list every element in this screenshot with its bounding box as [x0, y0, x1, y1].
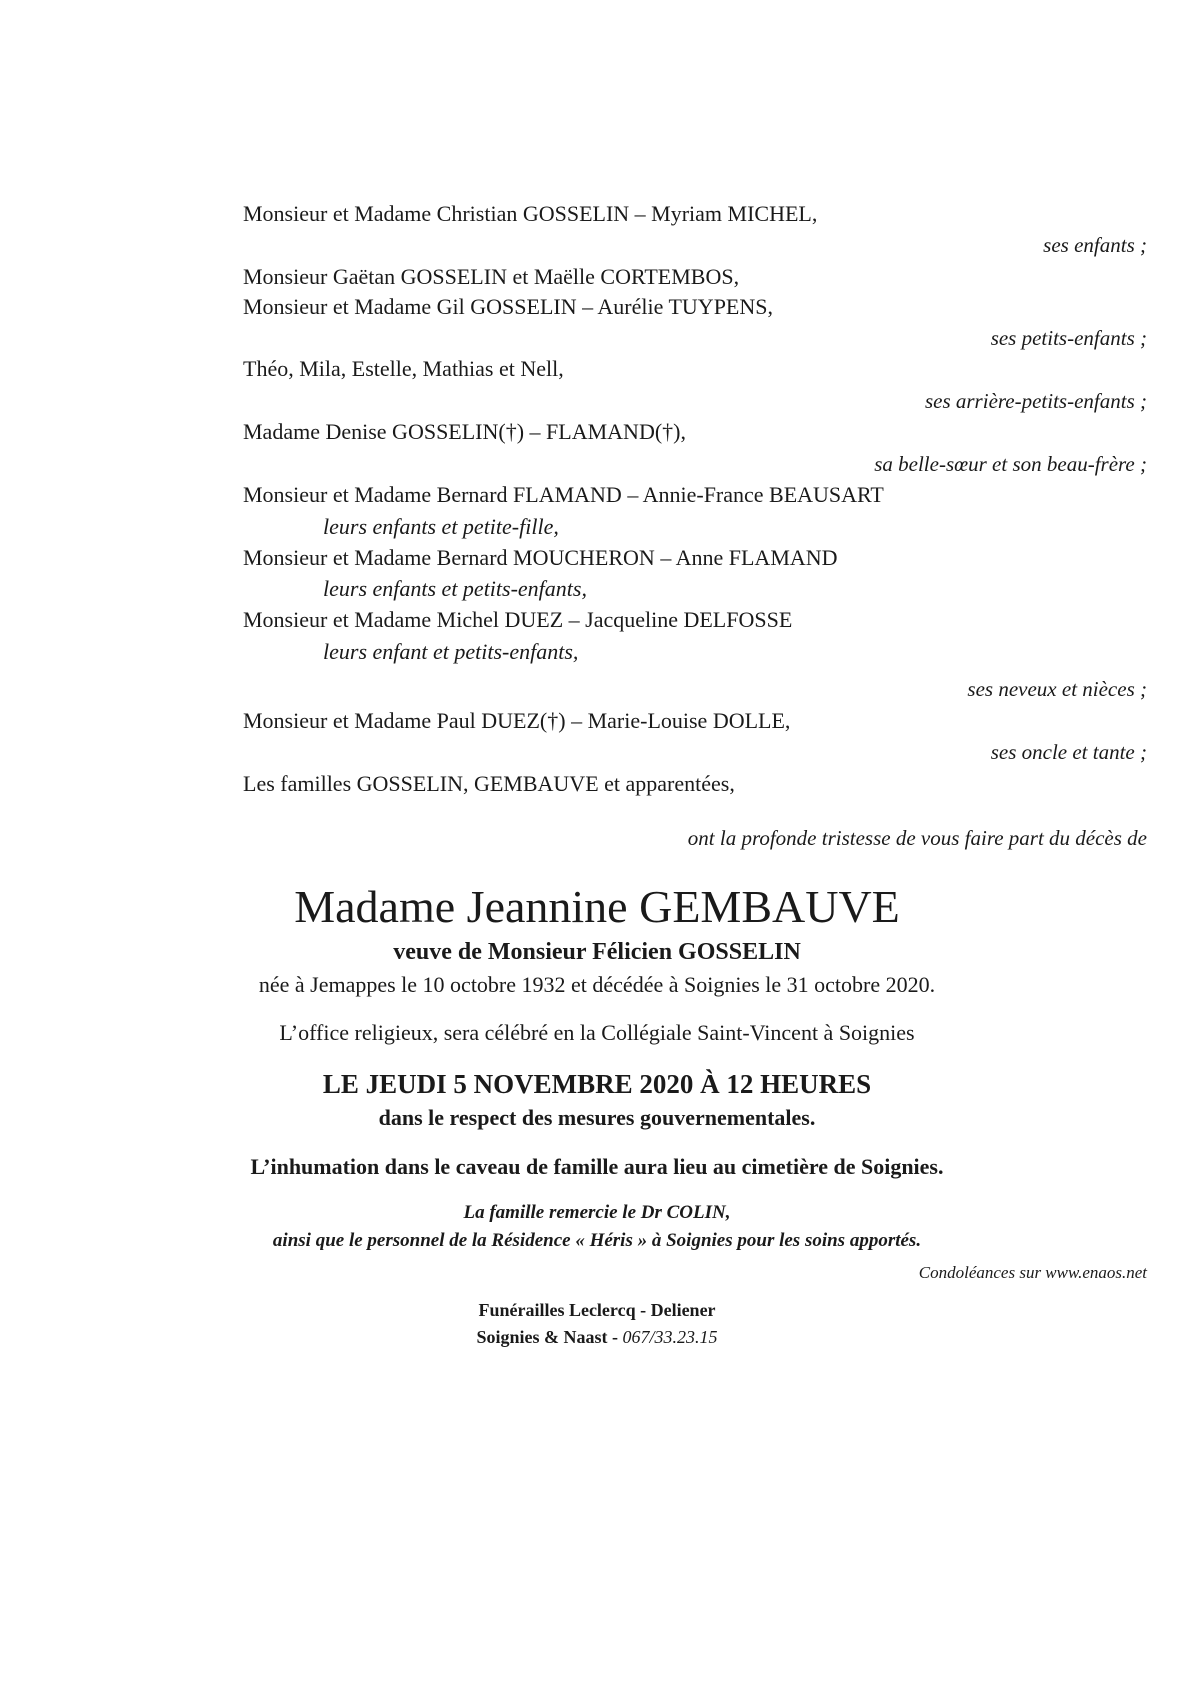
burial-line: L’inhumation dans le caveau de famille aura lieu au cimetière de Soignies. [250, 1154, 944, 1179]
family-line: Monsieur et Madame Christian GOSSELIN – Myriam MICHEL, [243, 201, 818, 226]
office-line: L’office religieux, sera célébré en la Collégiale Saint-Vincent à Soignies [279, 1020, 915, 1045]
funeral-home-phone[interactable]: 067/33.23.15 [622, 1327, 718, 1347]
family-line: Madame Denise GOSSELIN(†) – FLAMAND(†), [243, 419, 686, 444]
family-subline: leurs enfant et petits-enfants, [323, 639, 579, 664]
relation-label: sa belle-sœur et son beau-frère ; [874, 452, 1147, 476]
deceased-name: Madame Jeannine GEMBAUVE [294, 881, 900, 932]
relation-label: ses neveux et nièces ; [967, 677, 1147, 701]
relation-label: ses enfants ; [1043, 233, 1147, 257]
funeral-home-place: Soignies & Naast - [476, 1327, 618, 1347]
family-line: Monsieur Gaëtan GOSSELIN et Maëlle CORTEMBOS, [243, 264, 740, 289]
announcement-text: ont la profonde tristesse de vous faire part du décès de [687, 826, 1147, 850]
ceremony-date: LE JEUDI 5 NOVEMBRE 2020 À 12 HEURES [322, 1069, 872, 1099]
family-line: Monsieur et Madame Paul DUEZ(†) – Marie-Louise DOLLE, [243, 708, 791, 733]
condolences-row [243, 1262, 1147, 1286]
birth-death-line: née à Jemappes le 10 octobre 1932 et décédée à Soignies le 31 octobre 2020. [258, 972, 936, 997]
relation-label: ses oncle et tante ; [990, 740, 1147, 764]
widow-line: veuve de Monsieur Félicien GOSSELIN [393, 939, 801, 965]
family-subline: leurs enfants et petits-enfants, [323, 576, 587, 601]
family-subline: leurs enfants et petite-fille, [323, 514, 559, 539]
family-line: Monsieur et Madame Michel DUEZ – Jacqueline DELFOSSE [243, 607, 793, 632]
family-line: Monsieur et Madame Bernard FLAMAND – Annie-France BEAUSART [243, 482, 884, 507]
relation-label: ses arrière-petits-enfants ; [924, 389, 1147, 413]
funeral-home-name: Funérailles Leclercq - Deliener [478, 1300, 716, 1320]
measures-line: dans le respect des mesures gouvernementales. [378, 1105, 816, 1130]
funeral-home-contact [0, 1325, 1194, 1350]
thanks-line: ainsi que le personnel de la Résidence « Héris » à Soignies pour les soins apportés. [272, 1230, 922, 1251]
condolences-link[interactable]: Condoléances sur www.enaos.net [918, 1263, 1147, 1282]
thanks-line: La famille remercie le Dr COLIN, [463, 1202, 731, 1223]
relation-label: ses petits-enfants ; [990, 326, 1147, 350]
family-line: Les familles GOSSELIN, GEMBAUVE et apparentées, [243, 771, 735, 796]
family-line: Monsieur et Madame Gil GOSSELIN – Aurélie TUYPENS, [243, 294, 773, 319]
family-line: Monsieur et Madame Bernard MOUCHERON – Anne FLAMAND [243, 545, 838, 570]
family-line: Théo, Mila, Estelle, Mathias et Nell, [243, 356, 564, 381]
